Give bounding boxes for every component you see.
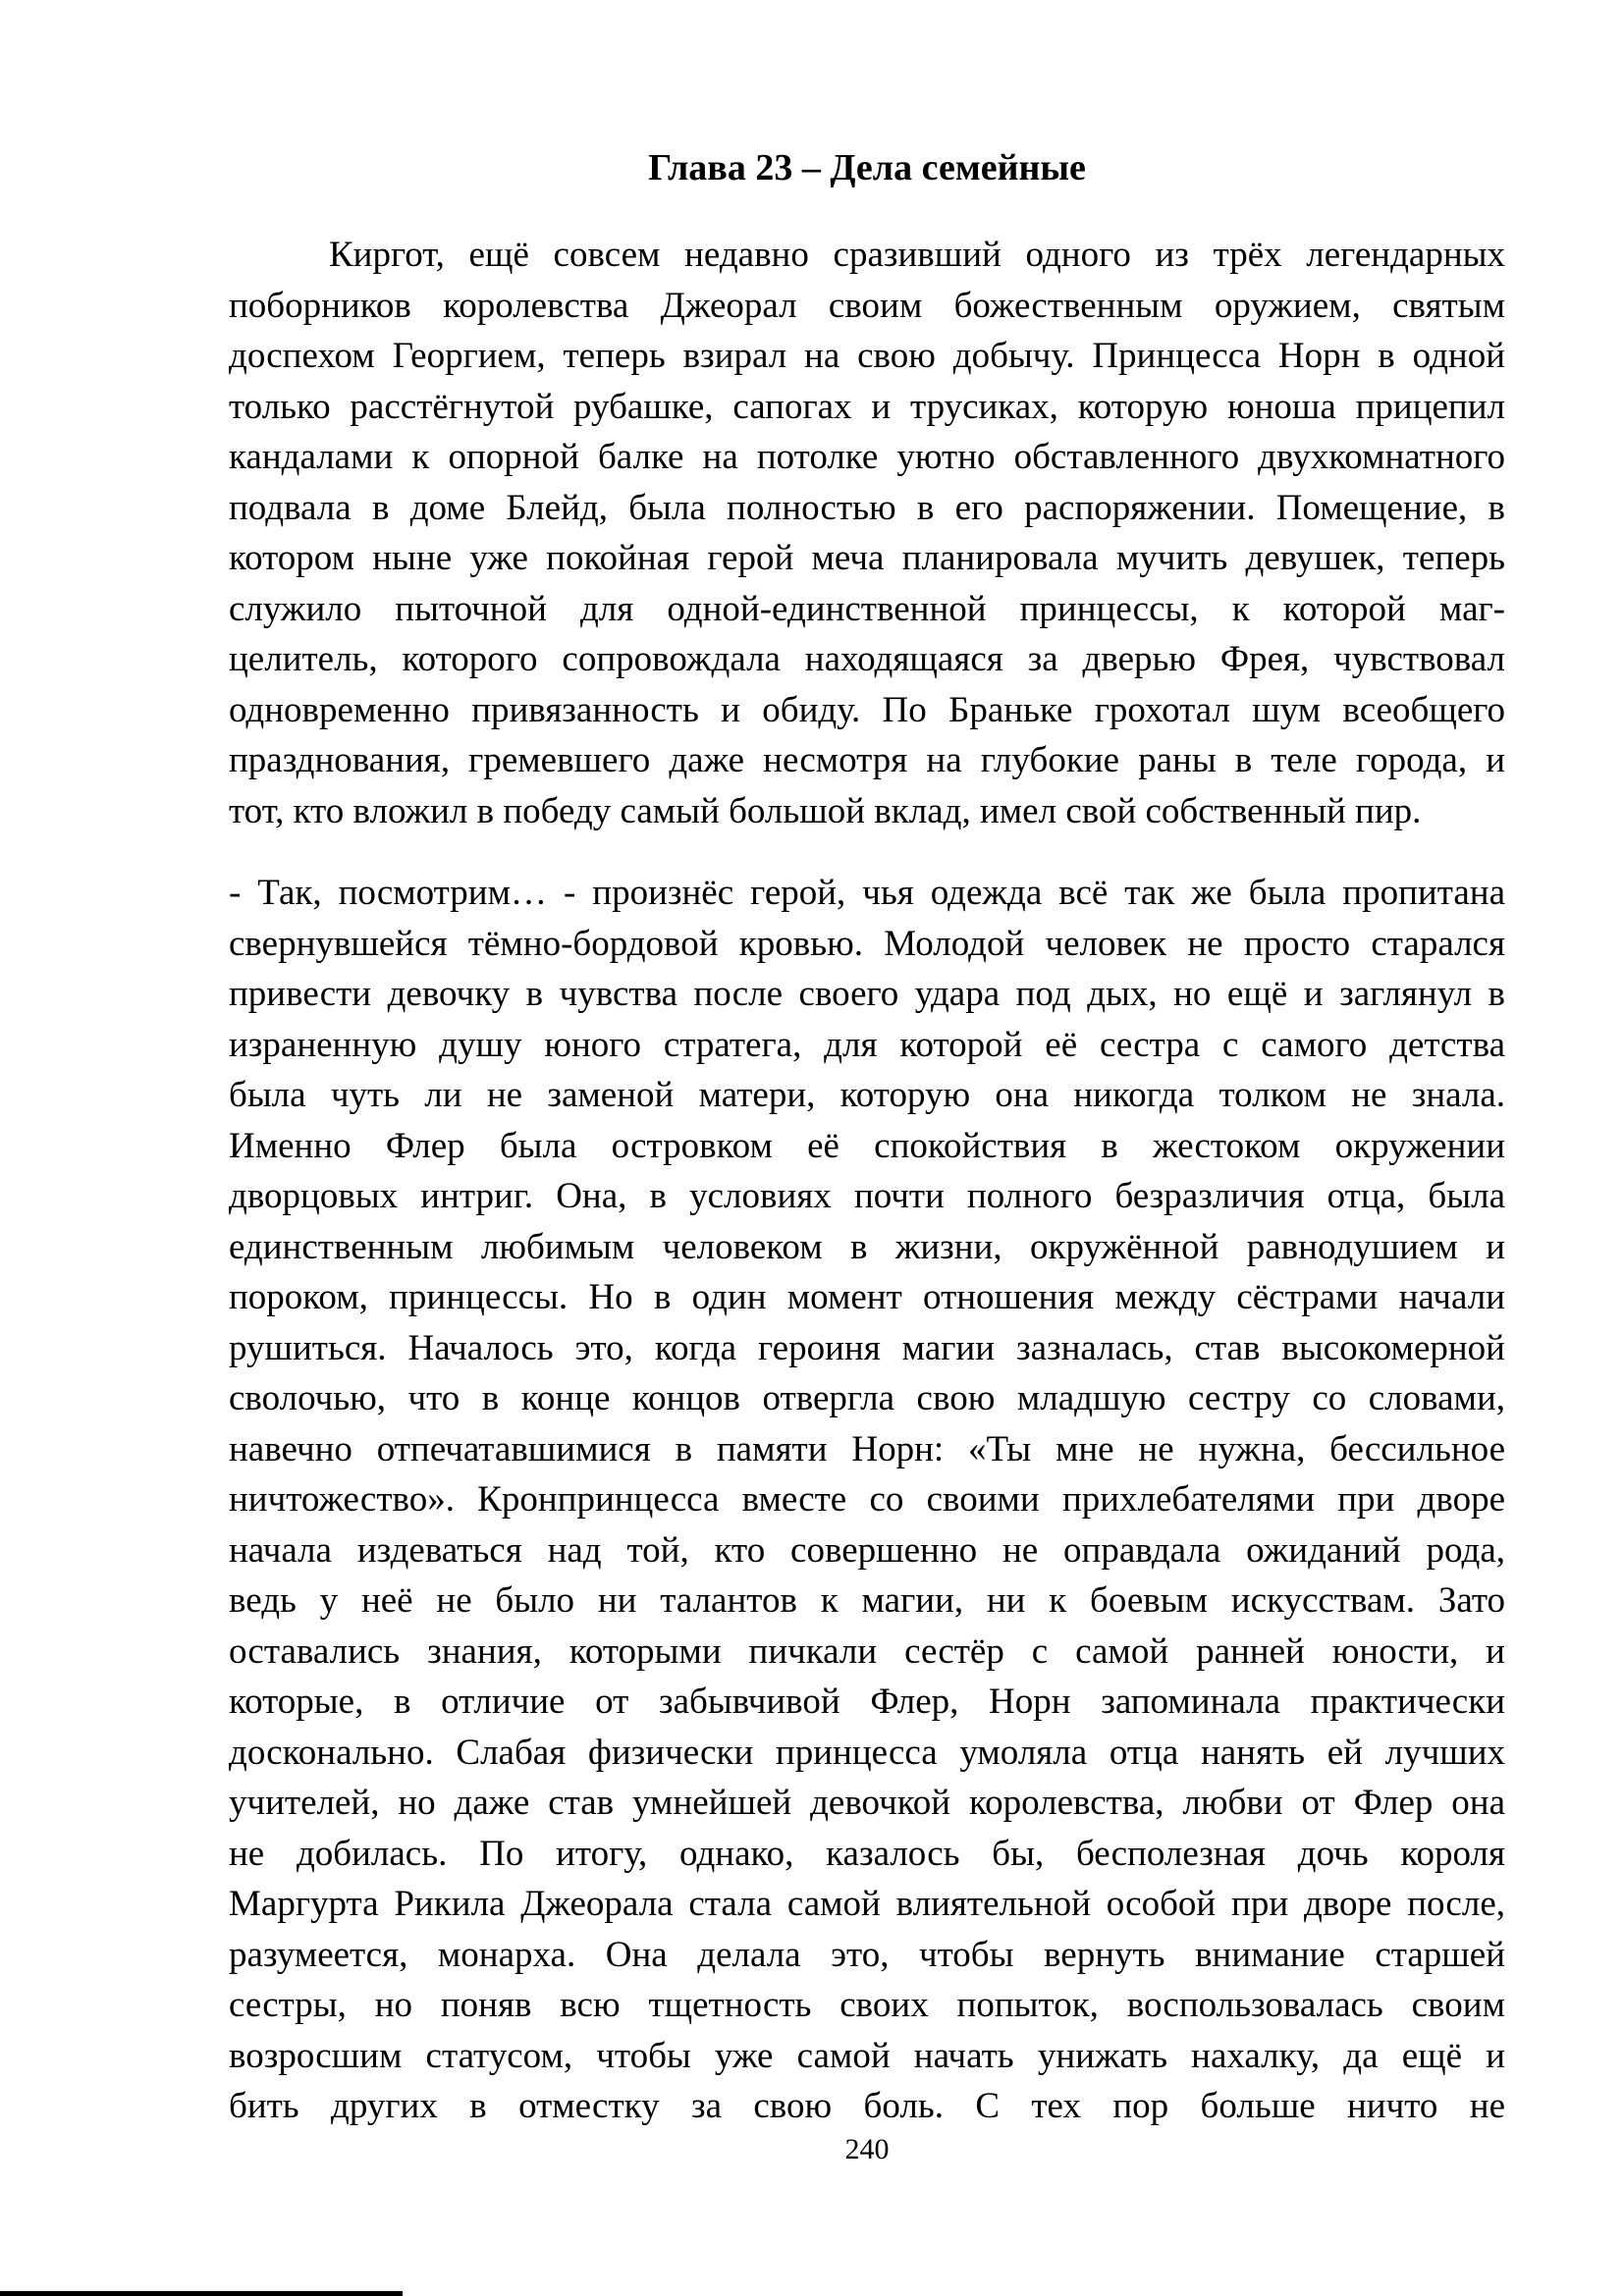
text-line: доспехом Георгием, теперь взирал на свою добычу. Принцесса Норн в одной <box>229 336 1505 376</box>
text-line: начала издеваться над той, кто совершенно не оправдала ожиданий рода, <box>229 1529 1505 1571</box>
text-line: кандалами к опорной балке на потолке уютно обставленного двухкомнатного <box>229 437 1505 477</box>
text-line: возросшим статусом, чтобы уже самой начать унижать нахалку, да ещё и <box>229 2035 1505 2076</box>
scan-edge-artifact <box>0 2291 403 2296</box>
text-line: навечно отпечатавшимися в памяти Норн: «Ты мне не нужна, бессильное <box>229 1428 1505 1469</box>
text-line: была чуть ли не заменой матери, которую она никогда толком не знала. <box>229 1075 1505 1115</box>
page-number: 240 <box>844 2133 890 2165</box>
text-line: пороком, принцессы. Но в один момент отношения между сёстрами начали <box>229 1277 1505 1317</box>
text-line: бить других в отместку за свою боль. С тех пор больше ничто не <box>229 2086 1505 2126</box>
text-line: учителей, но даже став умнейшей девочкой королевства, любви от Флер она <box>229 1783 1505 1823</box>
text-line: привести девочку в чувства после своего удара под дых, но ещё и заглянул в <box>229 974 1505 1014</box>
text-line: только расстёгнутой рубашке, сапогах и трусиках, которую юноша прицепил <box>229 386 1505 427</box>
text-line: ничтожество». Кронпринцесса вместе со своими прихлебателями при дворе <box>229 1479 1505 1520</box>
text-line: единственным любимым человеком в жизни, окружённой равнодушием и <box>229 1226 1505 1267</box>
text-line: рушиться. Началось это, когда героиня магии зазналась, став высокомерной <box>229 1327 1505 1368</box>
text-line: ведь у неё не было ни талантов к магии, ни к боевым искусствам. Зато <box>229 1580 1505 1621</box>
text-line: празднования, гремевшего даже несмотря на глубокие раны в теле города, и <box>229 740 1505 780</box>
paragraph <box>229 868 1505 2132</box>
text-line: Именно Флер была островком её спокойствия в жестоком окружении <box>229 1125 1505 1166</box>
text-line: сестры, но поняв всю тщетность своих попыток, воспользовалась своим <box>229 1985 1505 2025</box>
text-line: одновременно привязанность и обиду. По Браньке грохотал шум всеобщего <box>229 689 1505 730</box>
text-line: котором ныне уже покойная герой меча планировала мучить девушек, теперь <box>229 538 1505 578</box>
text-line: тот, кто вложил в победу самый большой вклад, имел свой собственный пир. <box>229 790 1422 831</box>
text-line: - Так, посмотрим… - произнёс герой, чья одежда всё так же была пропитана <box>229 873 1505 913</box>
text-line: досконально. Слабая физически принцесса умоляла отца нанять ей лучших <box>229 1732 1505 1773</box>
text-line: Киргот, ещё совсем недавно сразивший одного из трёх легендарных <box>329 235 1505 275</box>
text-line: подвала в доме Блейд, была полностью в его распоряжении. Помещение, в <box>229 487 1505 528</box>
text-line: которые, в отличие от забывчивой Флер, Норн запоминала практически <box>229 1682 1505 1722</box>
text-line: сволочью, что в конце концов отвергла свою младшую сестру со словами, <box>229 1378 1505 1418</box>
paragraph <box>229 230 1505 836</box>
text-line: поборников королевства Джеорал своим божественным оружием, святым <box>229 285 1505 326</box>
text-line: служило пыточной для одной-единственной принцессы, к которой маг- <box>229 588 1505 629</box>
text-line: израненную душу юного стратега, для которой её сестра с самого детства <box>229 1024 1505 1065</box>
chapter-title: Глава 23 – Дела семейные <box>648 147 1086 188</box>
text-line: оставались знания, которыми пичкали сестёр с самой ранней юности, и <box>229 1630 1505 1672</box>
text-line: дворцовых интриг. Она, в условиях почти полного безразличия отца, была <box>229 1176 1505 1216</box>
text-line: целитель, которого сопровождала находящаяся за дверью Фрея, чувствовал <box>229 639 1505 679</box>
text-line: не добилась. По итогу, однако, казалось бы, бесполезная дочь короля <box>229 1833 1505 1874</box>
text-line: свернувшейся тёмно-бордовой кровью. Молодой человек не просто старался <box>229 923 1505 964</box>
page-body <box>229 230 1505 2132</box>
text-line: разумеется, монарха. Она делала это, чтобы вернуть внимание старшей <box>229 1934 1505 1975</box>
text-line: Маргурта Рикила Джеорала стала самой влиятельной особой при дворе после, <box>229 1884 1505 1924</box>
